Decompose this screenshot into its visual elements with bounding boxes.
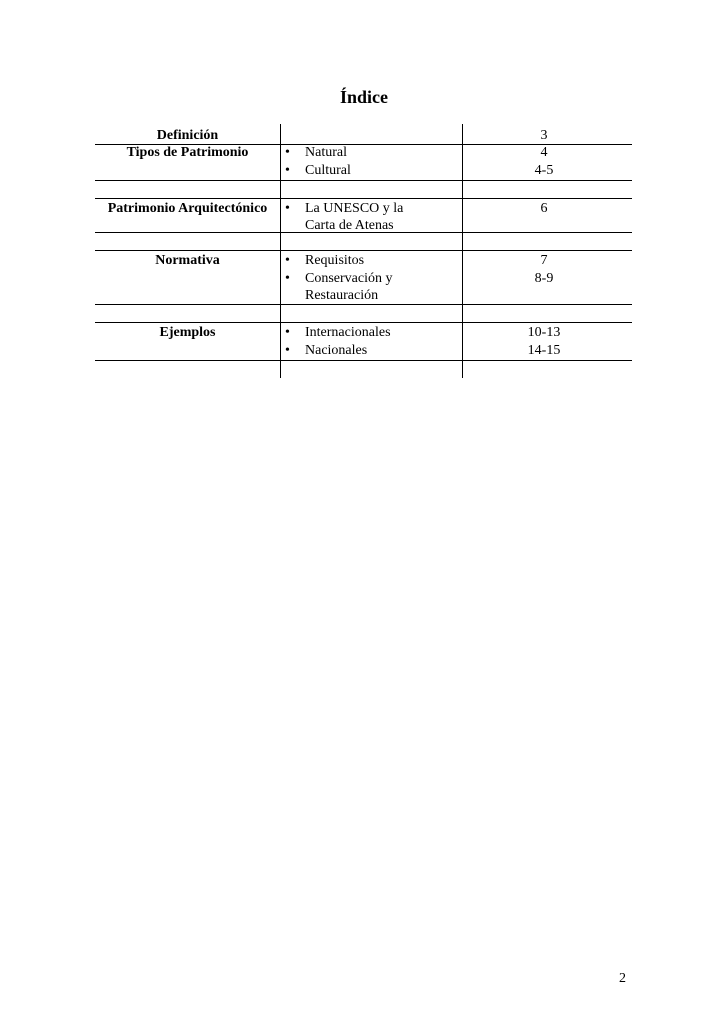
item-text: La UNESCO y la — [305, 201, 404, 216]
toc-item-continued — [285, 217, 460, 234]
column-divider — [280, 124, 281, 378]
page-ref: 10-13 — [527, 325, 561, 340]
item-text: Internacionales — [305, 325, 391, 340]
section-label: Normativa — [155, 253, 220, 268]
item-text: Natural — [305, 145, 347, 160]
table-rule — [95, 250, 632, 251]
bullet-icon: • — [285, 343, 290, 358]
item-text: Requisitos — [305, 253, 365, 268]
item-text: Carta de Atenas — [305, 218, 394, 233]
page-number: 2 — [619, 971, 626, 986]
column-divider — [462, 124, 463, 378]
page-title: Índice — [339, 87, 388, 107]
page-ref: 4-5 — [534, 163, 554, 178]
page-ref: 4 — [540, 145, 548, 160]
table-of-contents — [95, 124, 632, 378]
toc-item — [285, 342, 460, 359]
section-label: Definición — [156, 128, 219, 143]
table-rule — [95, 360, 632, 361]
item-text: Cultural — [305, 163, 351, 178]
toc-item — [285, 324, 460, 341]
item-text: Restauración — [305, 288, 379, 303]
bullet-icon: • — [285, 145, 290, 160]
page-ref: 6 — [540, 201, 548, 216]
bullet-icon: • — [285, 325, 290, 340]
page-ref: 7 — [540, 253, 548, 268]
section-label: Ejemplos — [159, 325, 216, 340]
table-rule — [95, 322, 632, 323]
toc-item-continued — [285, 287, 460, 304]
section-label: Tipos de Patrimonio — [126, 145, 249, 160]
table-rule — [95, 180, 632, 181]
bullet-icon: • — [285, 271, 290, 286]
toc-item — [285, 200, 460, 217]
table-rule — [95, 198, 632, 199]
bullet-icon: • — [285, 253, 290, 268]
page-ref: 14-15 — [527, 343, 561, 358]
toc-item — [285, 270, 460, 287]
section-label: Patrimonio Arquitectónico — [107, 201, 268, 216]
toc-item — [285, 144, 460, 161]
item-text: Nacionales — [305, 343, 368, 358]
table-rule — [95, 304, 632, 305]
bullet-icon: • — [285, 163, 290, 178]
toc-item — [285, 162, 460, 179]
bullet-icon: • — [285, 201, 290, 216]
item-text: Conservación y — [305, 271, 393, 286]
page-ref: 3 — [540, 128, 548, 143]
page-ref: 8-9 — [534, 271, 554, 286]
toc-item — [285, 252, 460, 269]
